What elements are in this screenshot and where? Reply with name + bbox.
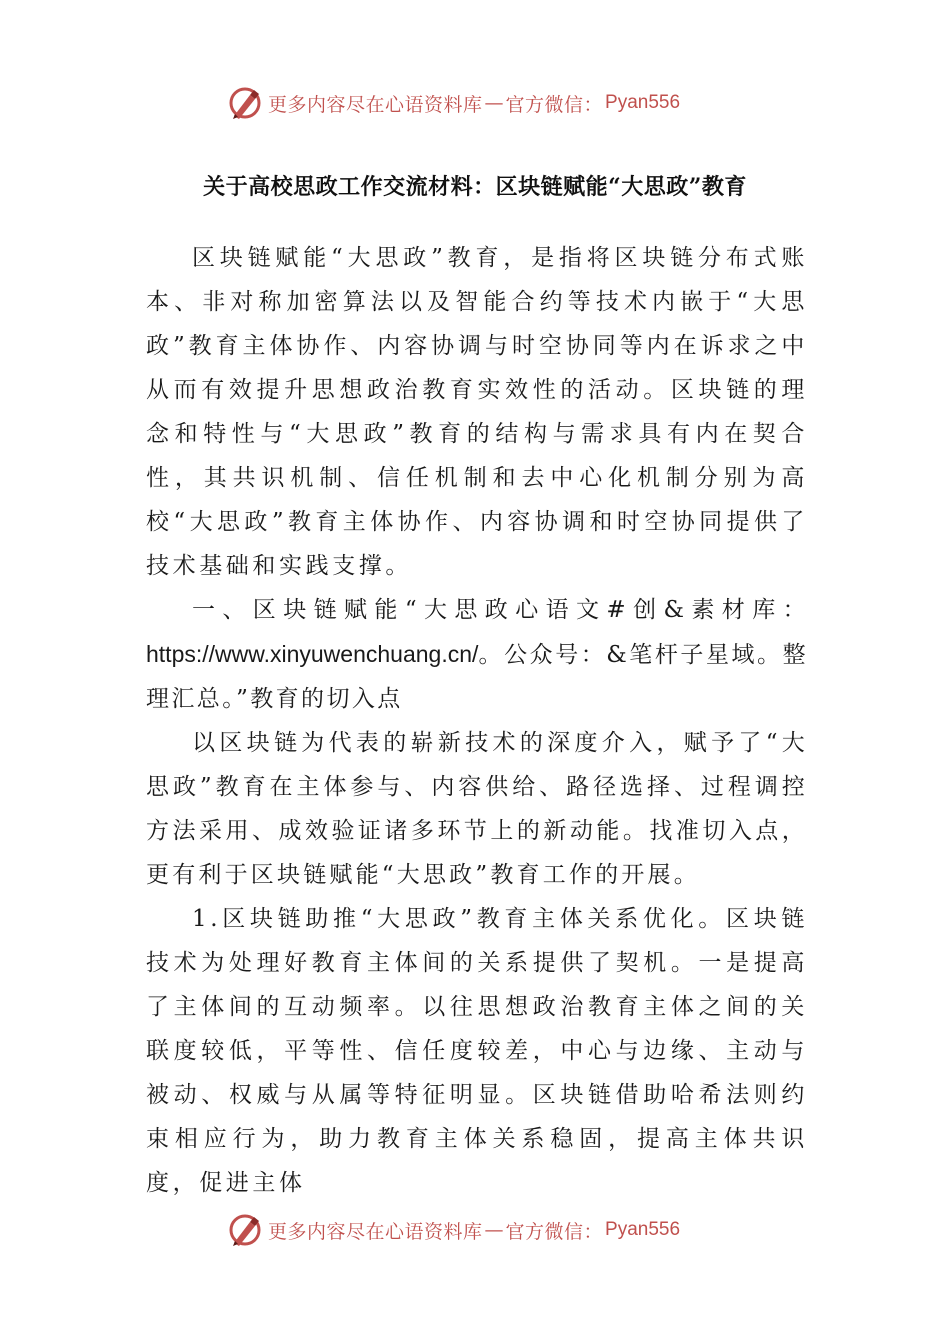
heading-text-before: 一、区块链赋能“大思政心语文#创&素材库： [192,597,808,623]
document-body [146,236,808,1205]
watermark-handle: Pyan556 [605,92,681,113]
watermark-official-label: 官方微信： [505,1220,604,1243]
watermark-handle: Pyan556 [605,1219,681,1240]
paragraph-intro: 区块链赋能“大思政”教育，是指将区块链分布式账本、非对称加密算法以及智能合约等技术内嵌于“大思政”教育主体协作、内容协调与时空协同等内在诉求之中从而有效提升思想政治教育实效性的活动。区块链的理念和特性与“大思政”教育的结构与需求具有内在契合性，其共识机制、信任机制和去中心化机制分别为高校“大思政”教育主体协作、内容协调和时空协同提供了技术基础和实践支撑。 [146,245,808,579]
watermark-separator: — [484,92,504,114]
watermark-footer [228,1213,680,1247]
website-link[interactable]: https://www.xinyuwenchuang.cn/ [146,641,479,667]
watermark-official-label: 官方微信： [505,93,604,116]
watermark-separator: — [484,1219,504,1241]
watermark-site-text: 更多内容尽在心语资料库 [268,93,483,116]
paragraph-point-one: 1.区块链助推“大思政”教育主体关系优化。区块链技术为处理好教育主体间的关系提供了契机。一是提高了主体间的互动频率。以往思想政治教育主体之间的关联度较低，平等性、信任度较差，中心与边缘、主动与被动、权威与从属等特征明显。区块链借助哈希法则约束相应行为，助力教育主体关系稳固，提高主体共识度，促进主体 [146,906,808,1196]
section-heading-one [146,588,808,721]
heading-text-after: 。公众号：&笔杆子星域。整理汇总。”教育的切入点 [146,642,808,712]
pen-logo-icon [228,1213,264,1247]
paragraph-entry-points: 以区块链为代表的崭新技术的深度介入，赋予了“大思政”教育在主体参与、内容供给、路径选择、过程调控方法采用、成效验证诸多环节上的新动能。找准切入点，更有利于区块链赋能“大思政”教育工作的开展。 [146,730,808,888]
watermark-site-text: 更多内容尽在心语资料库 [268,1220,483,1243]
watermark-header [228,86,680,120]
pen-logo-icon [228,86,264,120]
document-title: 关于高校思政工作交流材料：区块链赋能“大思政”教育 [203,174,747,200]
